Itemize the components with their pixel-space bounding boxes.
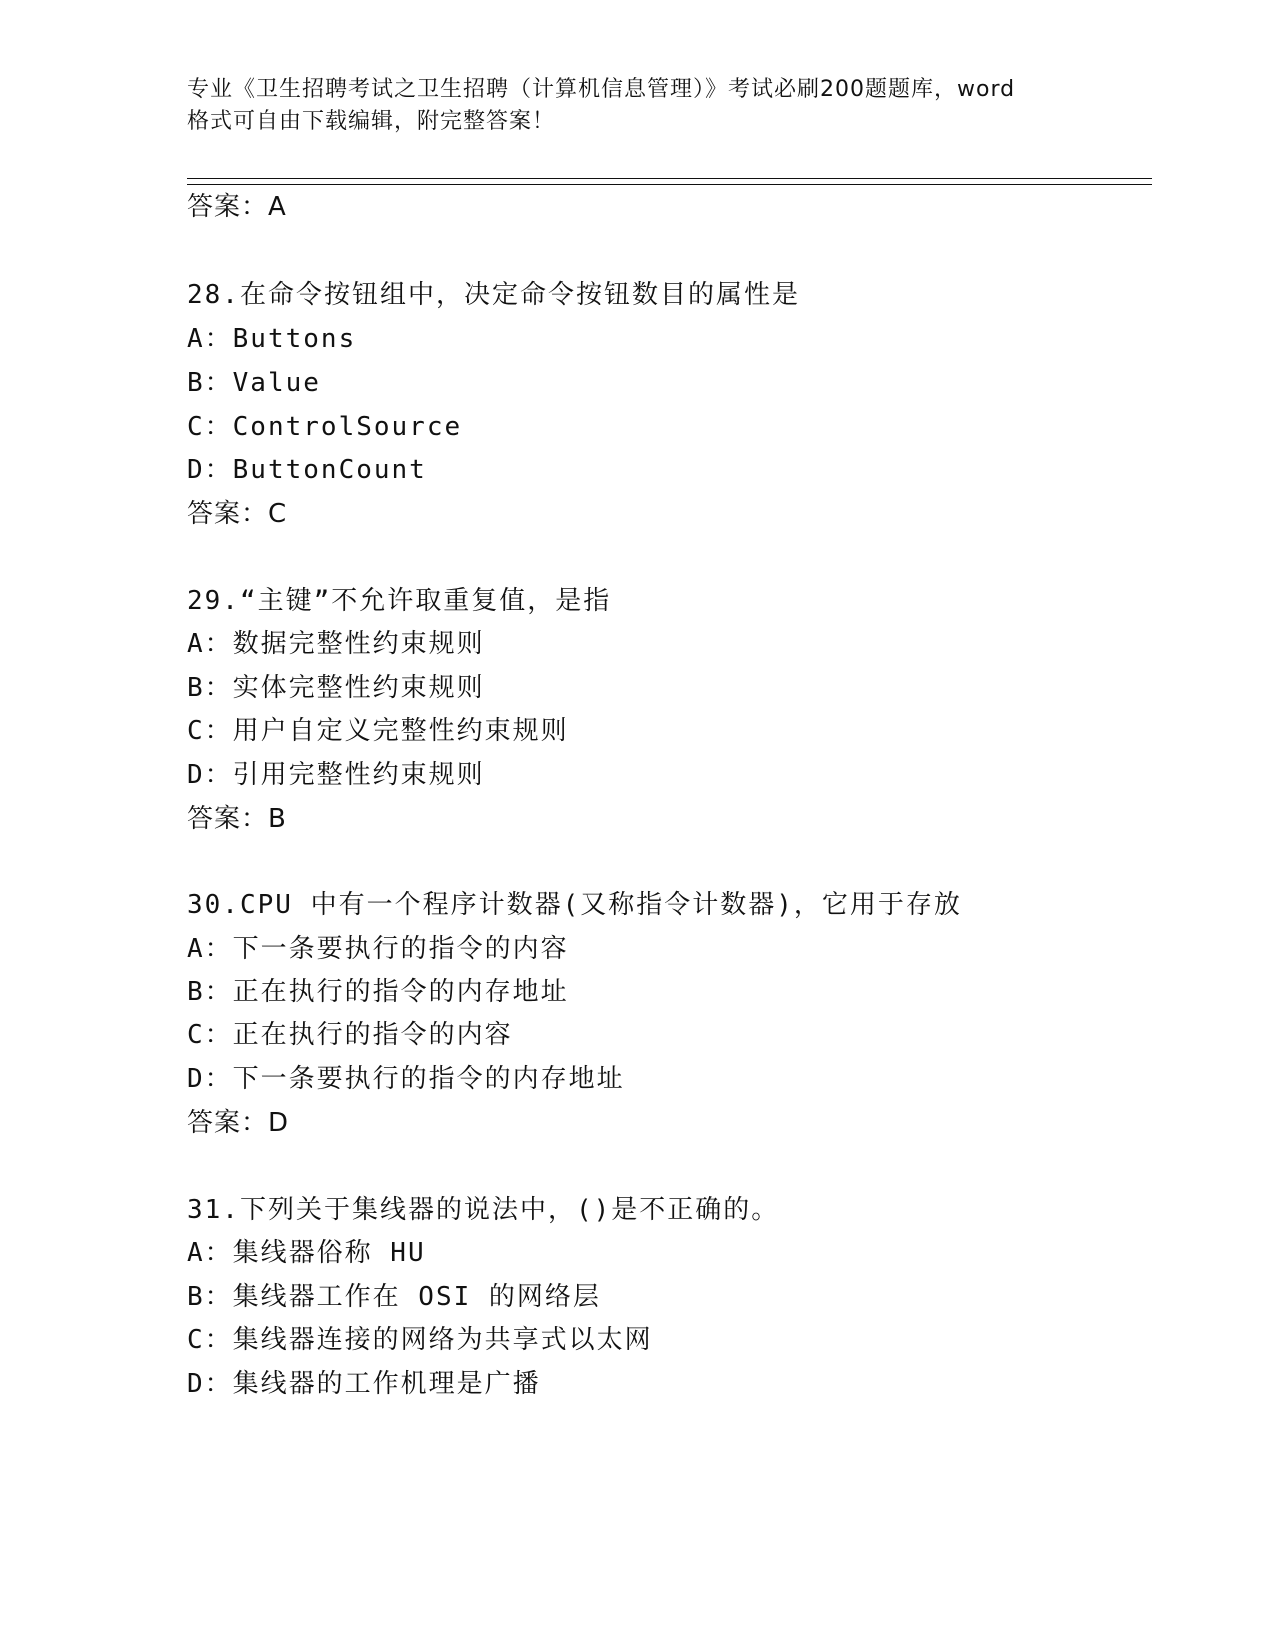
- question-29-option-b: B：实体完整性约束规则: [187, 673, 485, 703]
- previous-answer: 答案：A: [187, 192, 287, 222]
- question-30-option-c: C：正在执行的指令的内容: [187, 1020, 513, 1050]
- question-29-option-c: C：用户自定义完整性约束规则: [187, 716, 569, 746]
- question-31-stem: 31.下列关于集线器的说法中，()是不正确的。: [187, 1195, 780, 1225]
- question-30-option-d: D：下一条要执行的指令的内存地址: [187, 1064, 625, 1094]
- question-30-answer: 答案：D: [187, 1108, 290, 1138]
- question-29-option-a: A：数据完整性约束规则: [187, 629, 485, 659]
- question-31-option-d: D：集线器的工作机理是广播: [187, 1369, 541, 1399]
- question-30-stem: 30.CPU 中有一个程序计数器(又称指令计数器)，它用于存放: [187, 890, 962, 920]
- header-line-1: 专业《卫生招聘考试之卫生招聘（计算机信息管理）》考试必刷200题题库，word: [187, 77, 1016, 102]
- header-line-2: 格式可自由下载编辑，附完整答案！: [187, 109, 556, 134]
- question-31-option-c: C：集线器连接的网络为共享式以太网: [187, 1325, 653, 1355]
- question-28-stem: 28.在命令按钮组中，决定命令按钮数目的属性是: [187, 280, 800, 310]
- question-29-option-d: D：引用完整性约束规则: [187, 760, 485, 790]
- header-rule-top: [187, 178, 1152, 179]
- question-28-option-d: D：ButtonCount: [187, 455, 427, 485]
- question-31-option-a: A：集线器俗称 HU: [187, 1238, 426, 1268]
- question-28-option-b: B：Value: [187, 368, 321, 398]
- question-29-answer: 答案：B: [187, 804, 287, 834]
- question-28-option-a: A：Buttons: [187, 324, 357, 354]
- question-30-option-a: A：下一条要执行的指令的内容: [187, 934, 569, 964]
- header-rule-bottom: [187, 184, 1152, 185]
- question-31-option-b: B：集线器工作在 OSI 的网络层: [187, 1282, 601, 1312]
- question-28-option-c: C：ControlSource: [187, 412, 463, 442]
- question-28-answer: 答案：C: [187, 499, 288, 529]
- document-header: [187, 74, 1087, 138]
- question-30-option-b: B：正在执行的指令的内存地址: [187, 977, 569, 1007]
- question-29-stem: 29.“主键”不允许取重复值，是指: [187, 586, 612, 616]
